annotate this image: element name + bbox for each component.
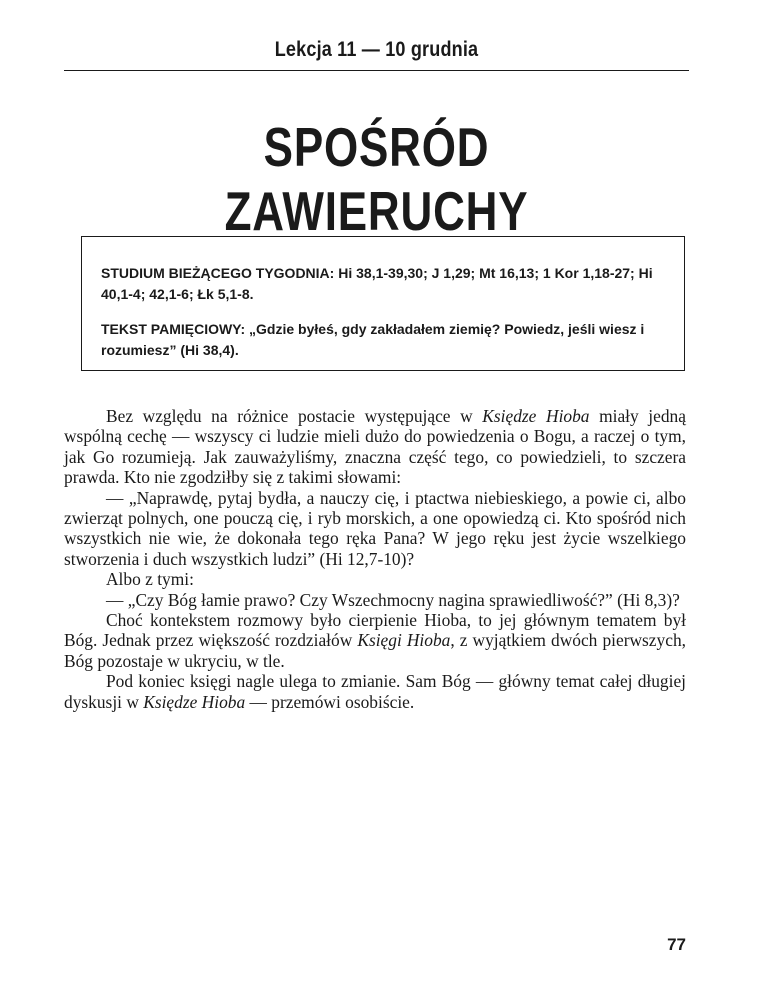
lesson-header: Lekcja 11 — 10 grudnia	[274, 38, 479, 61]
paragraph-3: Albo z tymi:	[106, 569, 194, 590]
page-title: SPOŚRÓD ZAWIERUCHY	[224, 116, 529, 242]
paragraph-6: Pod koniec księgi nagle ulega to zmianie. Sam Bóg — główny temat całej długiej dyskusji w Księdze Hioba — przemówi osobiście.	[64, 671, 686, 712]
paragraph-5: Choć kontekstem rozmowy było cierpienie Hioba, to jej głównym tematem był Bóg. Jednak przez większość rozdziałów Księgi Hioba, z wyjątkiem dwóch pierwszych, Bóg pozostaje w ukryciu, w tle.	[64, 610, 686, 671]
weekly-study-references: Hi 38,1-39,30; J 1,29; Mt 16,13; 1 Kor 1,18-27; Hi 40,1-4; 42,1-6; Łk 5,1-8.	[101, 265, 653, 302]
page-number: 77	[667, 935, 686, 954]
weekly-study	[101, 263, 661, 305]
memory-text	[101, 319, 661, 361]
book-title-italic: Księdze Hioba	[482, 406, 590, 426]
book-title-italic: Księgi Hioba	[357, 630, 451, 651]
body-text	[64, 406, 686, 712]
paragraph-4-quote: — „Czy Bóg łamie prawo? Czy Wszechmocny nagina sprawiedliwość?” (Hi 8,3)?	[106, 589, 680, 610]
header-rule	[64, 70, 689, 71]
weekly-study-label: STUDIUM BIEŻĄCEGO TYGODNIA:	[101, 265, 335, 281]
memory-text-quote: „Gdzie byłeś, gdy zakładałem ziemię? Powiedz, jeśli wiesz i rozumiesz” (Hi 38,4).	[101, 321, 645, 358]
study-box	[81, 236, 685, 371]
paragraph-2-quote: — „Naprawdę, pytaj bydła, a nauczy cię, i ptactwa niebieskiego, a powie ci, albo zwierząt polnych, one pouczą cię, i ryb morskich, a one opowiedzą ci. Kto spośród nich wszystkich nie wie, że dokonała tego ręka Pana? W jego ręku jest życie wszelkiego stworzenia i duch wszystkich ludzi” (Hi 12,7-10)?	[64, 487, 686, 569]
book-title-italic: Księdze Hioba	[143, 691, 246, 712]
paragraph-1: Bez względu na różnice postacie występujące w Księdze Hioba miały jedną wspólną cechę — wszyscy ci ludzie mieli dużo do powiedzenia o Bogu, a raczej o tym, jak Go rozumieją. Jak zauważyliśmy, znaczna część tego, co powiedzieli, to szczera prawda. Kto nie zgodziłby się z takimi słowami:	[64, 406, 686, 488]
memory-text-label: TEKST PAMIĘCIOWY:	[101, 321, 246, 337]
